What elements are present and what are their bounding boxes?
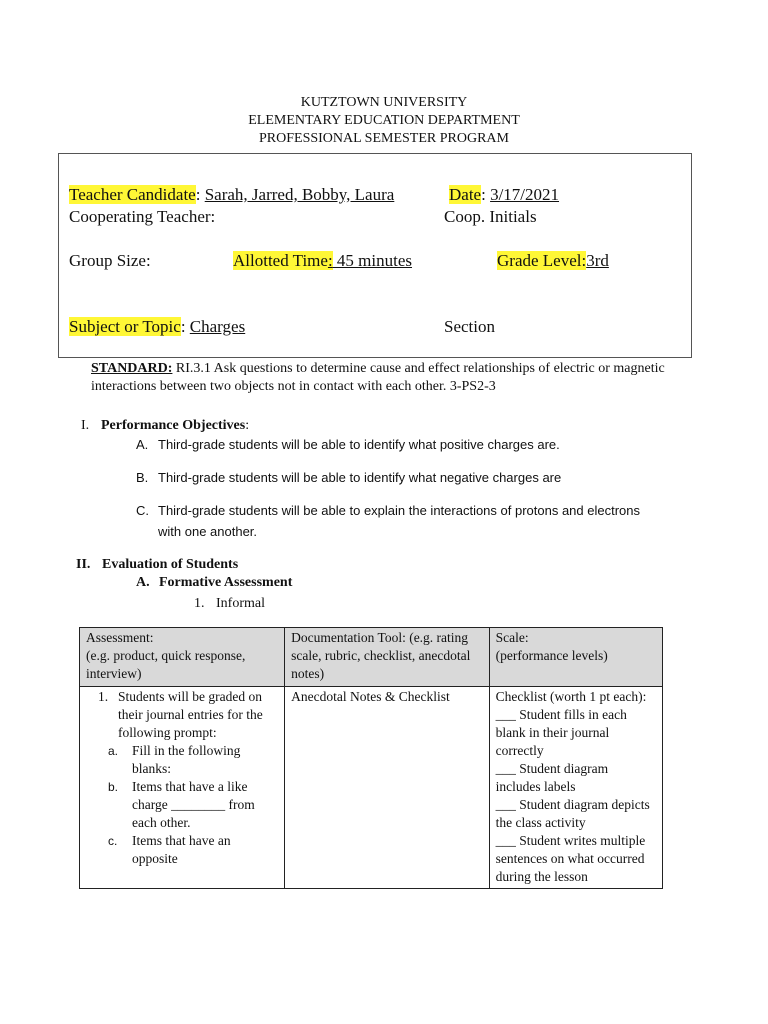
allotted-time-field: Allotted Time: 45 minutes [233, 251, 413, 270]
objective-text: Third-grade students will be able to identify what positive charges are. [158, 437, 560, 452]
teacher-candidate-field: Teacher Candidate: Sarah, Jarred, Bobby, Laura [69, 185, 395, 204]
documentation-cell: Anecdotal Notes & Checklist [285, 687, 489, 889]
lesson-info-box [58, 153, 692, 358]
header-assessment [80, 628, 285, 687]
assessment-list [86, 688, 278, 868]
objectives-numeral: I. [81, 418, 90, 433]
objective-text: Third-grade students will be able to identify what negative charges are [158, 470, 562, 485]
header-scale-text: Scale: (performance levels) [495, 630, 608, 663]
assessment-item-text: Students will be graded on their journal entries for the following prompt: [118, 689, 263, 740]
subitem-letter: b. [108, 780, 119, 794]
objective-item [136, 500, 696, 542]
objectives-title: Performance Objectives [101, 418, 246, 433]
formative-letter: A. [136, 575, 150, 590]
cooperating-teacher-label: Cooperating Teacher: [69, 207, 216, 226]
subitem-text: Items that have a like charge ________ from each other. [132, 779, 255, 830]
assessment-item [86, 688, 278, 868]
formative-title: Formative Assessment [159, 575, 293, 590]
table-header-row [80, 628, 663, 687]
group-size-label: Group Size: [69, 251, 151, 270]
evaluation-title: Evaluation of Students [102, 557, 239, 572]
assessment-subitem [86, 832, 278, 868]
subitem-letter: c. [108, 834, 118, 848]
department-name: ELEMENTARY EDUCATION DEPARTMENT [248, 113, 520, 128]
objectives-heading: Performance Objectives: [101, 418, 250, 433]
objective-letter: C. [136, 503, 149, 518]
assessment-item-number: 1. [98, 689, 109, 704]
section-label: Section [444, 317, 495, 336]
objective-letter: A. [136, 437, 149, 452]
subitem-text: Fill in the following blanks: [132, 743, 241, 776]
objective-letter: B. [136, 470, 149, 485]
header-assessment-text: Assessment: (e.g. product, quick response, interview) [86, 630, 246, 681]
assessment-subitem [86, 778, 278, 832]
date-label: Date [449, 185, 482, 204]
document-header [0, 94, 768, 148]
coop-initials-label: Coop. Initials [444, 207, 537, 226]
standard-label: STANDARD: [91, 361, 173, 376]
objective-item [136, 434, 696, 455]
assessment-sublist [86, 742, 278, 868]
informal-label: Informal [216, 596, 265, 611]
subject-label: Subject or Topic [69, 317, 181, 336]
header-documentation-text: Documentation Tool: (e.g. rating scale, rubric, checklist, anecdotal notes) [291, 630, 471, 681]
grade-level-field [497, 250, 609, 272]
header-scale [489, 628, 662, 687]
teacher-candidate-label: Teacher Candidate [69, 185, 196, 204]
grade-level-label: Grade Level: [497, 251, 587, 270]
grade-level-value: 3rd [586, 251, 609, 270]
objective-text: Third-grade students will be able to explain the interactions of protons and electrons [158, 503, 641, 518]
informal-number: 1. [194, 596, 205, 611]
allotted-time-value: 45 minutes [332, 251, 413, 270]
date-field: Date: 3/17/2021 [449, 185, 560, 204]
subject-field: Subject or Topic: Charges [69, 317, 246, 336]
standard-text: RI.3.1 Ask questions to determine cause and effect relationships of electric or magnetic interactions between two objects not in contact with each other. 3-PS2-3 [91, 361, 665, 394]
date-value: 3/17/2021 [490, 185, 560, 204]
subitem-text: Items that have an opposite [132, 833, 231, 866]
university-name: KUTZTOWN UNIVERSITY [300, 95, 468, 110]
subitem-letter: a. [108, 744, 119, 758]
table-row [80, 687, 663, 889]
evaluation-numeral: II. [76, 557, 91, 572]
teacher-candidate-value: Sarah, Jarred, Bobby, Laura [204, 185, 395, 204]
allotted-time-label: Allotted Time [233, 251, 328, 270]
assessment-table [79, 627, 663, 889]
scale-text: Checklist (worth 1 pt each): ___ Student fills in each blank in their journal correctly ___ Student diagram includes labels ___ Student diagram depicts the class activity ___ Student writes multiple sentences on what occurred during the lesson [495, 689, 650, 884]
standard-paragraph [91, 360, 691, 396]
program-name: PROFESSIONAL SEMESTER PROGRAM [259, 131, 509, 146]
assessment-subitem [86, 742, 278, 778]
scale-cell [489, 687, 662, 889]
assessment-cell [80, 687, 285, 889]
header-documentation-tool [285, 628, 489, 687]
subject-value: Charges [189, 317, 246, 336]
objective-text-continuation: with one another. [158, 524, 258, 539]
objective-item [136, 467, 696, 488]
